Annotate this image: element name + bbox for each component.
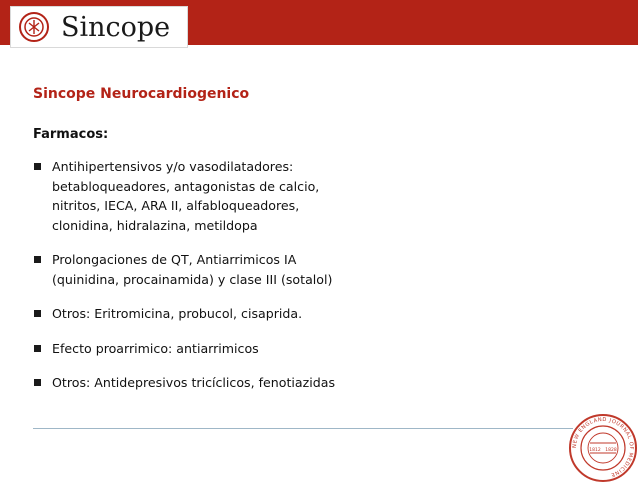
bullet-line: Otros: Eritromicina, probucol, cisaprida. [52,306,303,321]
bullet-line: nitritos, IECA, ARA II, alfabloqueadores, [52,198,300,213]
slide-subtitle: Sincope Neurocardiogenico [33,86,250,102]
bullet-item [33,304,453,324]
new-england-journal-seal-icon [568,413,638,483]
seal-text: NEW ENGLAND JOURNAL OF MEDICINE [571,416,635,478]
bullet-line: clonidina, hidralazina, metildopa [52,217,258,233]
bullet-line: (quinidina, procainamida) y clase III (sotalol) [52,271,333,287]
page-title: Sincope [61,12,171,43]
bullet-line: betabloqueadores, antagonistas de calcio, [52,178,320,194]
seal-year-left: 1812 [589,448,601,453]
bullet-item [33,373,453,393]
bullet-line: Prolongaciones de QT, Antiarrimicos IA [52,252,297,267]
slide-content [33,84,453,408]
bullet-line: Efecto proarrimico: antiarrimicos [52,340,259,356]
bullet-item [33,339,453,359]
bullet-line: Antihipertensivos y/o vasodilatadores: [52,159,294,174]
bullet-line: Otros: Antidepresivos tricíclicos, fenotiazidas [52,375,336,390]
footer-divider [33,428,573,429]
seal-year-right: 1828 [605,448,617,453]
section-label: Farmacos: [33,127,109,142]
bullet-item [33,250,453,289]
title-box [10,6,188,48]
journal-seal-icon [19,12,49,42]
bullet-list [33,157,453,393]
bullet-item [33,157,453,235]
